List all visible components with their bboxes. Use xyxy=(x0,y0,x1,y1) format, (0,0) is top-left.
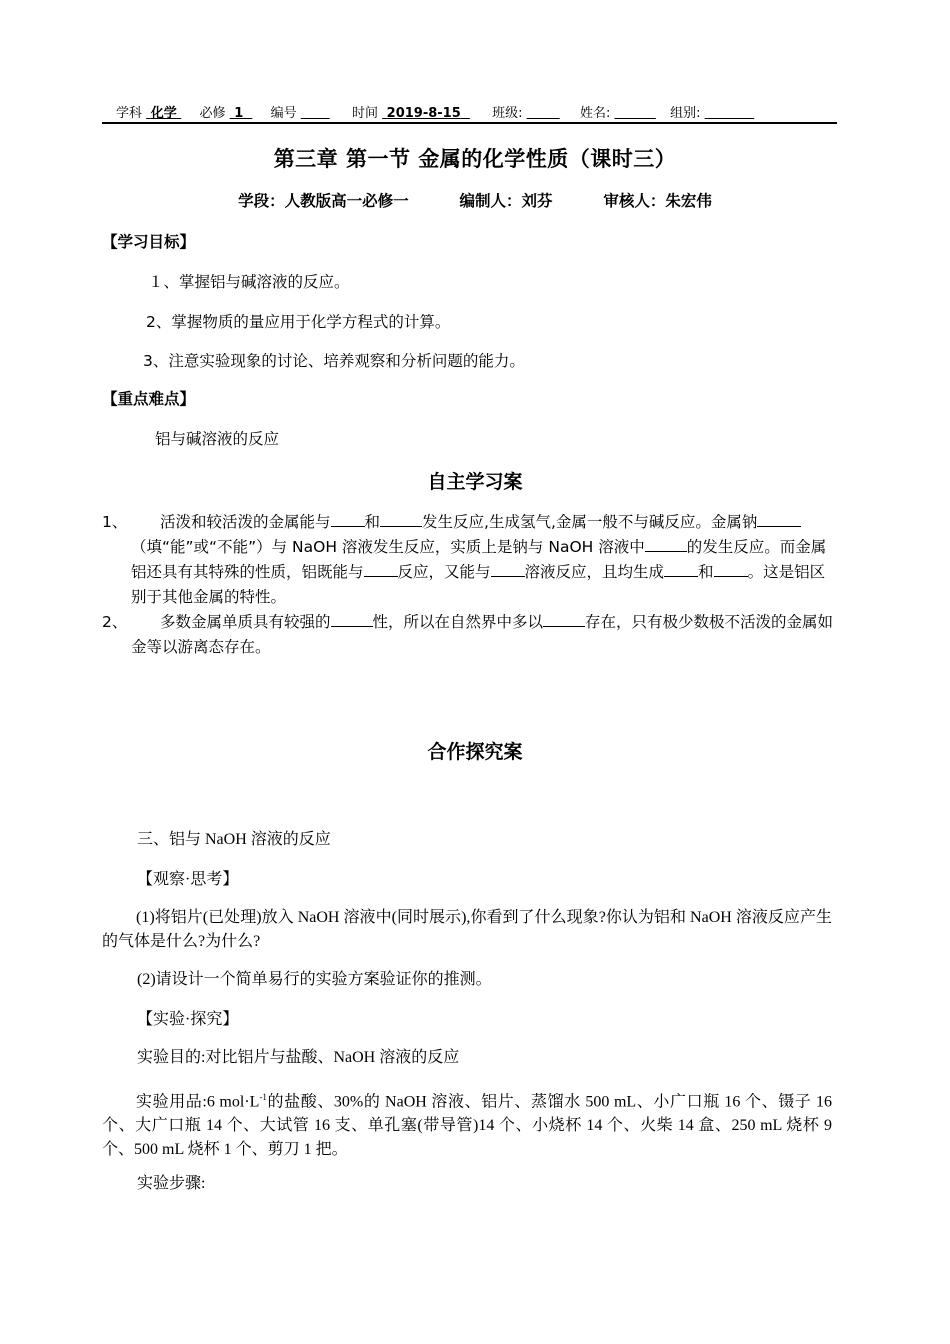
q2-text-a: 多数金属单质具有较强的 xyxy=(160,613,331,631)
observe-question-2: (2)请设计一个简单易行的实验方案验证你的推测。 xyxy=(137,971,492,988)
group-blank[interactable] xyxy=(705,106,755,121)
q2-text-c: 存在，只有极少数极不活泼的金属如金等以游离态存在。 xyxy=(131,613,834,656)
self-study-heading: 自主学习案 xyxy=(427,471,523,493)
materials-text-a: 实验用品:6 mol·L xyxy=(136,1093,260,1111)
experiment-heading: 【实验·探究】 xyxy=(137,1011,239,1028)
q1-text-g: 溶液反应，且均生成 xyxy=(524,563,665,581)
q1-text-a: 活泼和较活泼的金属能与 xyxy=(160,513,331,531)
q1-blank-4[interactable] xyxy=(645,536,687,552)
q1-blank-2[interactable] xyxy=(380,511,422,527)
group-label: 组别: xyxy=(670,106,701,121)
page-title: 第三章 第一节 金属的化学性质（课时三） xyxy=(273,147,677,171)
q1-text-i: 。这是铝区别于其他金属的特性。 xyxy=(131,563,826,606)
q1-blank-6[interactable] xyxy=(491,561,525,577)
reviewer-info: 审核人：朱宏伟 xyxy=(603,192,712,210)
coop-heading: 合作探究案 xyxy=(427,741,523,763)
materials-superscript: -1 xyxy=(259,1092,267,1102)
time-label: 时间 xyxy=(351,106,378,121)
q2-text-b: 性，所以在自然界中多以 xyxy=(372,613,544,631)
materials-text-b: 的盐酸、30%的 NaOH 溶液、铝片、蒸馏水 500 mL、小广口瓶 16 个、镊子 16 个、大广口瓶 14 个、大试管 16 支、单孔塞(带导管)14 个、小烧杯 14 个、火柴 14 盒、250 mL 烧杯 9 个、500 mL 烧杯 1 个、剪刀 1 把。 xyxy=(102,1093,832,1159)
goals-heading: 【学习目标】 xyxy=(102,233,196,251)
stage-info: 学段：人教版高一必修一 xyxy=(238,192,409,210)
number-blank[interactable] xyxy=(301,106,330,121)
q1-text-b: 和 xyxy=(364,513,381,531)
q2-blank-2[interactable] xyxy=(543,611,585,627)
key-points-heading: 【重点难点】 xyxy=(102,390,196,408)
goal-item-3: 3、注意实验现象的讨论、培养观察和分析问题的能力。 xyxy=(143,352,525,370)
q1-blank-5[interactable] xyxy=(364,561,398,577)
q1-blank-8[interactable] xyxy=(714,561,748,577)
q1-blank-1[interactable] xyxy=(331,511,365,527)
time-value: 2019-8-15 xyxy=(386,106,461,121)
q1-text-e: 的发生反应。而金属铝还具有其特殊的性质，铝既能与 xyxy=(131,538,827,581)
required-value: 1 xyxy=(234,106,244,121)
question-1 xyxy=(102,510,837,610)
subject-label: 学科 xyxy=(116,106,143,121)
required-label: 必修 xyxy=(199,106,226,121)
name-blank[interactable] xyxy=(615,106,656,121)
class-label: 班级: xyxy=(492,106,523,121)
editor-info: 编制人：刘芬 xyxy=(459,192,553,210)
question-1-number: 1、 xyxy=(102,513,128,531)
q1-blank-3[interactable] xyxy=(757,511,801,527)
subject-value: 化学 xyxy=(150,106,177,121)
q1-blank-7[interactable] xyxy=(664,561,698,577)
key-points-text: 铝与碱溶液的反应 xyxy=(155,430,280,448)
q1-text-c: 发生反应,生成氢气,金属一般不与碱反应。金属钠 xyxy=(422,513,758,531)
header-bar xyxy=(102,100,837,124)
question-2 xyxy=(102,610,837,660)
goal-item-1: １、掌握铝与碱溶液的反应。 xyxy=(148,273,350,291)
q1-text-h: 和 xyxy=(698,563,714,581)
experiment-steps: 实验步骤: xyxy=(137,1175,206,1192)
question-2-number: 2、 xyxy=(102,613,128,631)
name-label: 姓名: xyxy=(579,106,611,121)
section-3-title: 三、铝与 NaOH 溶液的反应 xyxy=(137,831,331,848)
experiment-materials xyxy=(102,1085,832,1162)
goal-item-2: 2、掌握物质的量应用于化学方程式的计算。 xyxy=(146,313,451,331)
q2-blank-1[interactable] xyxy=(331,611,373,627)
class-blank[interactable] xyxy=(527,106,560,121)
number-label: 编号 xyxy=(270,106,297,121)
subtitle xyxy=(0,189,950,211)
q1-text-d: （填“能”或“不能”）与 NaOH 溶液发生反应，实质上是钠与 NaOH 溶液中 xyxy=(131,538,645,556)
q1-text-f: 反应，又能与 xyxy=(397,563,491,581)
observe-heading: 【观察·思考】 xyxy=(137,871,239,888)
experiment-purpose: 实验目的:对比铝片与盐酸、NaOH 溶液的反应 xyxy=(137,1049,460,1066)
observe-question-1: (1)将铝片(已处理)放入 NaOH 溶液中(同时展示),你看到了什么现象?你认为铝和 NaOH 溶液反应产生的气体是什么?为什么? xyxy=(102,909,832,950)
